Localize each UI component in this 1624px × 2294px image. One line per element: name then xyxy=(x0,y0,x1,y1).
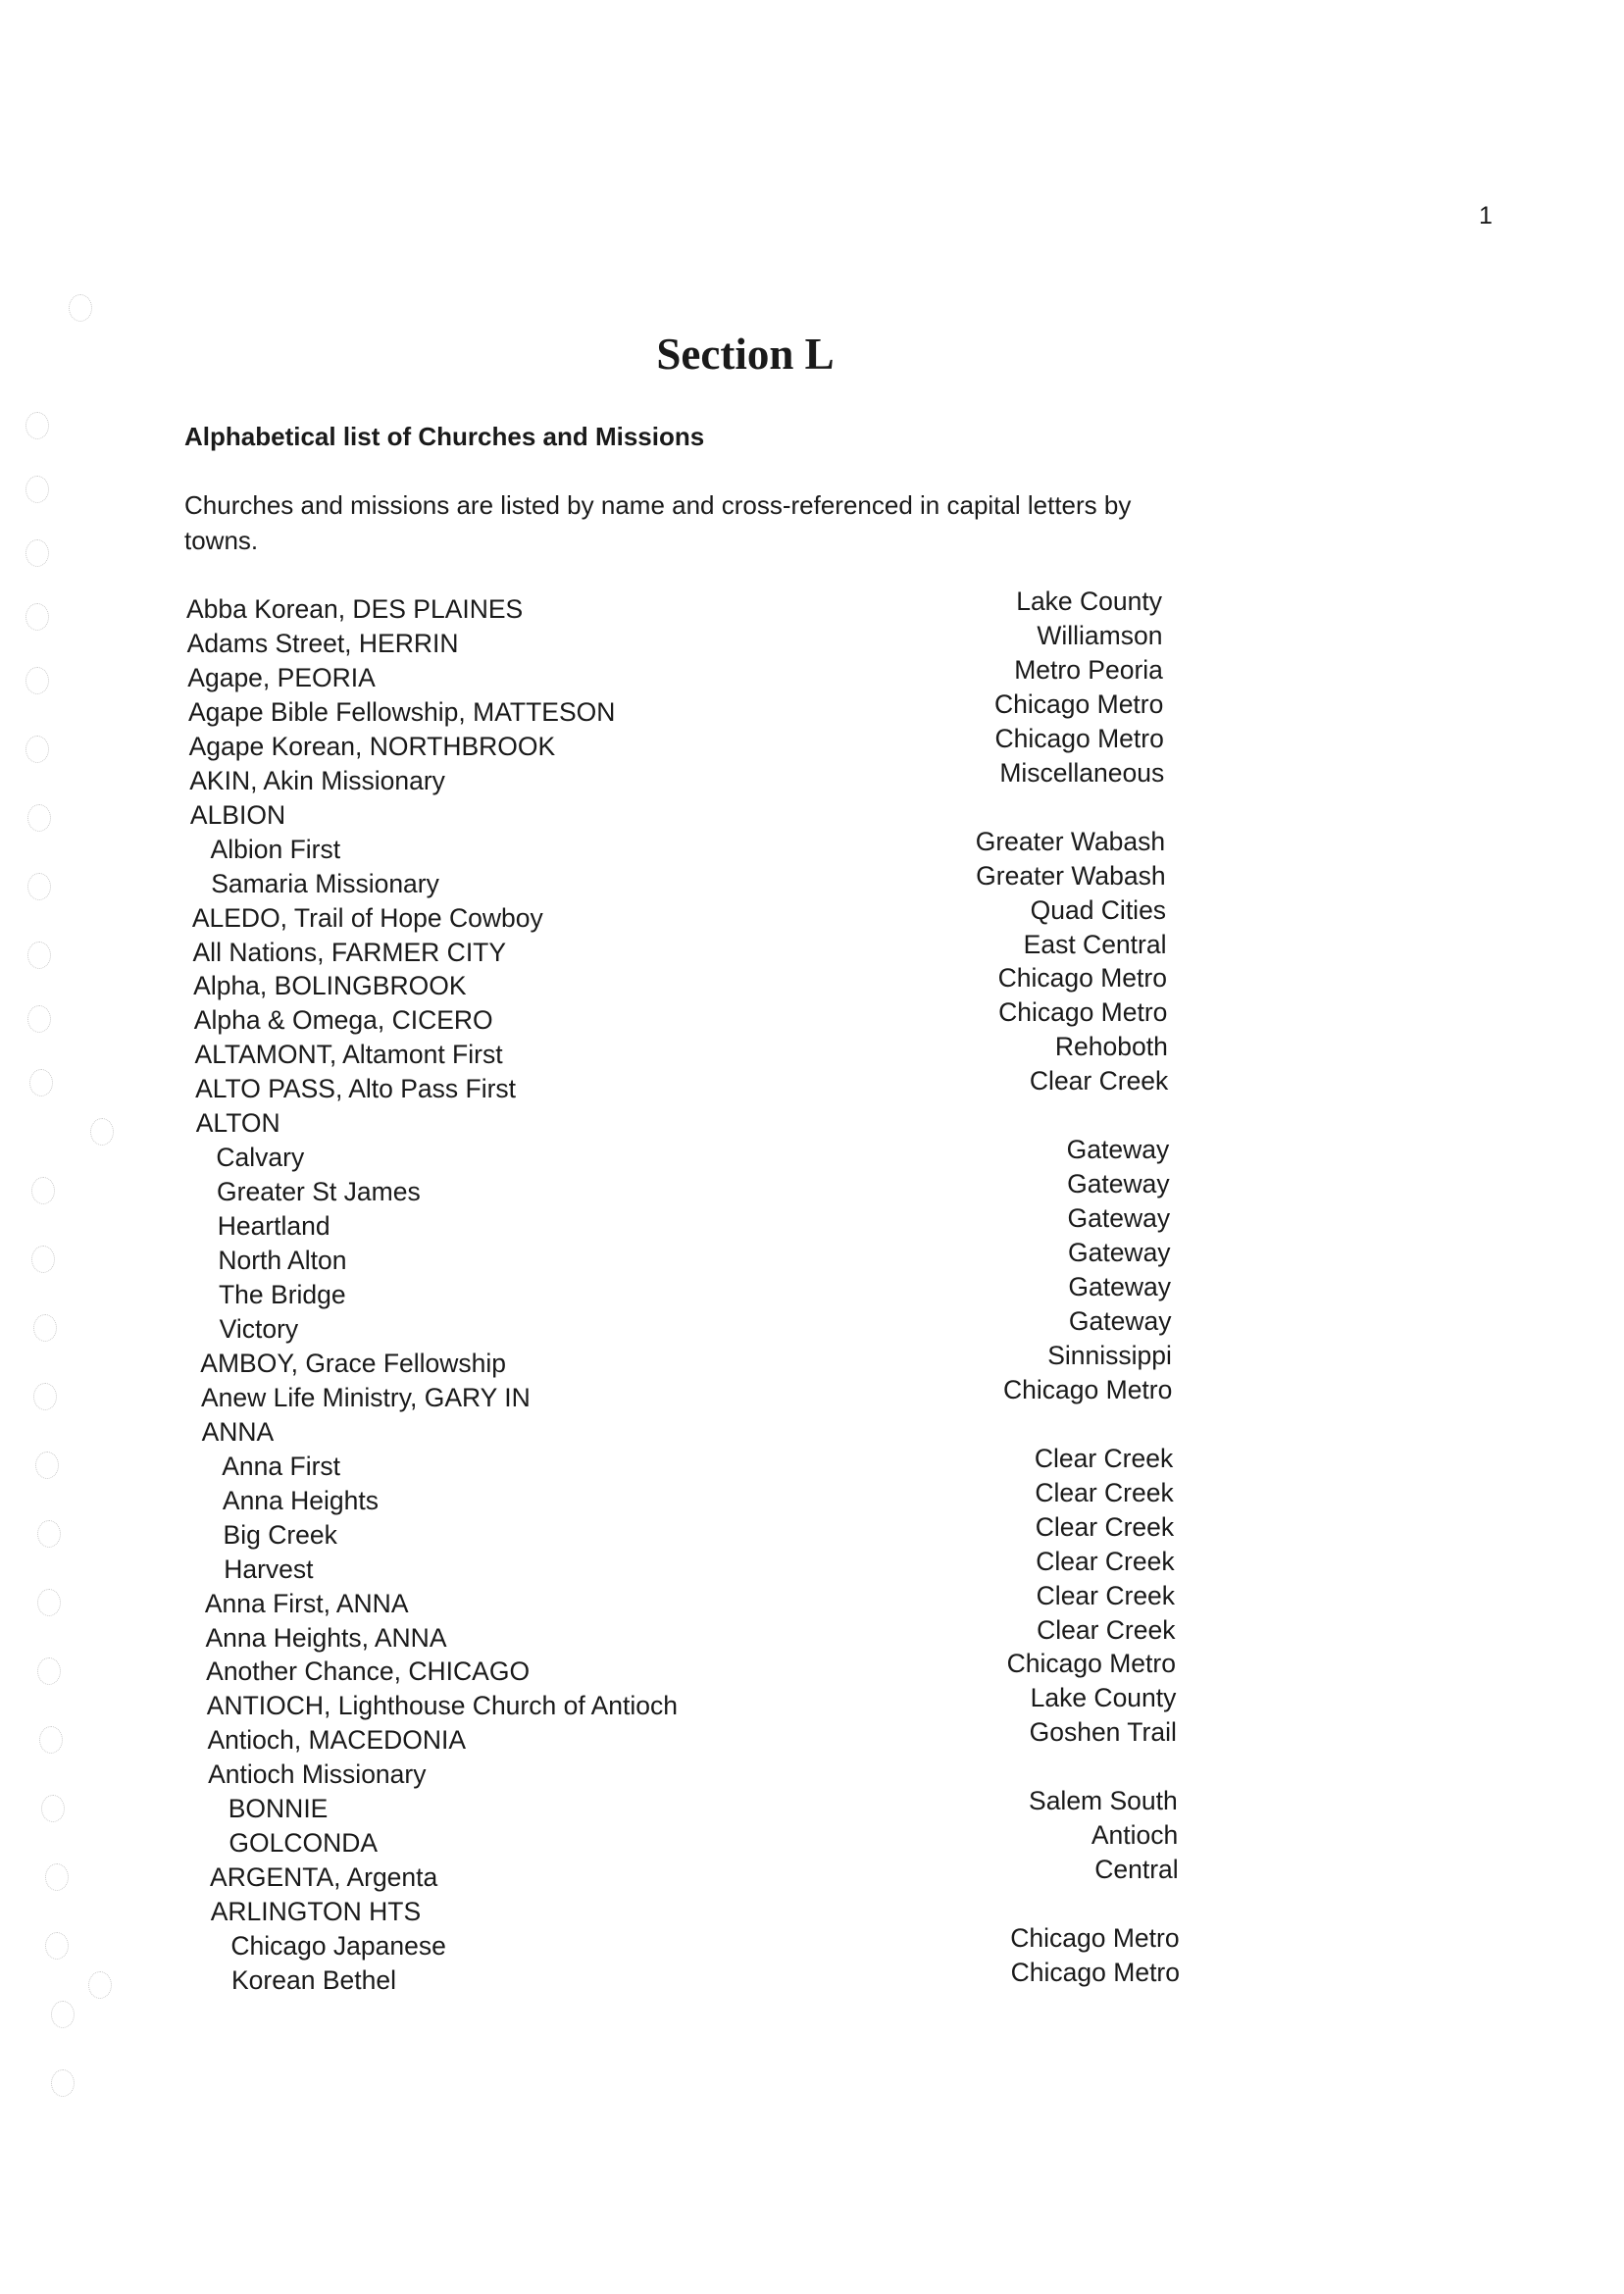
entry-name: Samaria Missionary xyxy=(211,868,439,898)
entry-name: Harvest xyxy=(224,1554,314,1584)
entry-association: Goshen Trail xyxy=(1029,1717,1177,1748)
page-number: 1 xyxy=(1479,202,1493,229)
list-item xyxy=(0,894,1624,935)
entry-name: ANNA xyxy=(201,1416,275,1447)
entry-name: ALTON xyxy=(195,1108,280,1139)
entry-name: Greater St James xyxy=(217,1177,421,1207)
entry-name: ANTIOCH, Lighthouse Church of Antioch xyxy=(206,1691,678,1721)
entry-name: Anna Heights xyxy=(222,1485,379,1515)
entry-association: Chicago Metro xyxy=(994,688,1164,719)
entry-association: Metro Peoria xyxy=(1014,654,1163,685)
list-item xyxy=(0,826,1624,866)
list-item xyxy=(0,1580,1624,1620)
entry-name: Agape Bible Fellowship, MATTESON xyxy=(187,696,616,727)
list-item xyxy=(0,1477,1624,1517)
entry-association: Salem South xyxy=(1029,1786,1178,1816)
entry-association: Clear Creek xyxy=(1035,1477,1174,1507)
page-title: Section L xyxy=(656,330,835,379)
list-item xyxy=(0,1374,1624,1414)
entry-name: North Alton xyxy=(218,1246,347,1276)
entry-association: Lake County xyxy=(1016,586,1162,616)
entry-association: Gateway xyxy=(1068,1272,1171,1301)
entry-name: Alpha, BOLINGBROOK xyxy=(193,971,467,1001)
entry-name: ALTAMONT, Altamont First xyxy=(194,1040,503,1070)
list-item xyxy=(0,1511,1624,1552)
entry-name: AMBOY, Grace Fellowship xyxy=(200,1348,507,1378)
list-item xyxy=(0,1895,1624,1928)
list-item xyxy=(0,723,1624,763)
entry-association: Clear Creek xyxy=(1036,1580,1176,1610)
entry-name: Adams Street, HERRIN xyxy=(186,628,459,658)
entry-association: Chicago Metro xyxy=(1010,1923,1180,1954)
entry-association: Gateway xyxy=(1066,1135,1170,1165)
entry-association: Greater Wabash xyxy=(975,826,1166,856)
entry-name: Abba Korean, DES PLAINES xyxy=(186,594,524,624)
list-item xyxy=(0,1066,1624,1105)
entry-association: Antioch xyxy=(1091,1820,1179,1851)
entry-name: Big Creek xyxy=(223,1519,337,1550)
entry-association: Gateway xyxy=(1067,1238,1171,1268)
list-item xyxy=(0,1106,1624,1140)
entry-association: Clear Creek xyxy=(1034,1443,1174,1473)
intro-paragraph: Churches and missions are listed by name and cross-referenced in capital letters by towns. xyxy=(184,490,1132,555)
list-item xyxy=(0,1649,1624,1688)
entry-name: ARGENTA, Argenta xyxy=(210,1862,438,1893)
entry-name: Korean Bethel xyxy=(231,1965,396,1995)
entry-association: Chicago Metro xyxy=(997,963,1167,994)
section-subtitle: Alphabetical list of Churches and Missions xyxy=(184,422,705,451)
entry-association: Clear Creek xyxy=(1035,1511,1175,1542)
list-item xyxy=(0,963,1624,1002)
entry-name: Antioch Missionary xyxy=(208,1759,427,1790)
list-item xyxy=(0,1923,1624,1963)
entry-name: Agape Korean, NORTHBROOK xyxy=(188,731,556,761)
entry-name: ALEDO, Trail of Hope Cowboy xyxy=(191,902,543,933)
entry-name: Anna First, ANNA xyxy=(204,1588,409,1618)
entry-association: Clear Creek xyxy=(1029,1066,1169,1096)
list-item xyxy=(0,1443,1624,1483)
list-item xyxy=(0,1717,1624,1757)
list-item xyxy=(0,1614,1624,1655)
entry-name: AKIN, Akin Missionary xyxy=(189,765,445,795)
entry-association: Chicago Metro xyxy=(1010,1958,1180,1987)
list-item xyxy=(0,997,1624,1037)
entry-name: All Nations, FARMER CITY xyxy=(192,937,507,967)
entry-association: Sinnissippi xyxy=(1047,1340,1172,1370)
entry-name: Calvary xyxy=(216,1143,305,1173)
list-item xyxy=(0,654,1624,694)
entry-association: Miscellaneous xyxy=(999,757,1165,788)
entry-name: Anew Life Ministry, GARY IN xyxy=(200,1382,531,1412)
list-item xyxy=(0,1546,1624,1586)
list-item xyxy=(0,1820,1624,1860)
entry-association: Chicago Metro xyxy=(1006,1649,1176,1679)
list-item xyxy=(0,1032,1624,1071)
list-item xyxy=(0,1272,1624,1311)
list-item xyxy=(0,860,1624,900)
list-item xyxy=(0,620,1624,660)
entry-name: Albion First xyxy=(210,834,341,864)
entry-association: Clear Creek xyxy=(1037,1614,1176,1645)
list-item xyxy=(0,1415,1624,1449)
list-item xyxy=(0,1683,1624,1722)
entry-association: Williamson xyxy=(1037,620,1163,650)
entry-name: Chicago Japanese xyxy=(230,1931,446,1962)
list-item xyxy=(0,586,1624,626)
entry-association: Lake County xyxy=(1030,1683,1177,1713)
entry-association: East Central xyxy=(1023,929,1167,959)
entry-association: Chicago Metro xyxy=(1003,1374,1173,1404)
entry-association: Chicago Metro xyxy=(994,723,1164,753)
entry-name: Anna Heights, ANNA xyxy=(205,1622,447,1653)
entry-association: Rehoboth xyxy=(1054,1032,1168,1062)
list-item xyxy=(0,1958,1624,1997)
entry-name: GOLCONDA xyxy=(228,1828,379,1859)
entry-association: Gateway xyxy=(1067,1203,1171,1234)
entry-name: ALTO PASS, Alto Pass First xyxy=(195,1074,517,1104)
list-item xyxy=(0,1340,1624,1380)
entry-association: Gateway xyxy=(1068,1305,1172,1336)
entry-association: Greater Wabash xyxy=(976,860,1166,891)
entry-name: Antioch, MACEDONIA xyxy=(207,1725,467,1756)
entry-name: BONNIE xyxy=(228,1794,329,1824)
list-item xyxy=(0,1203,1624,1243)
entry-name: Anna First xyxy=(222,1451,341,1481)
entry-association: Central xyxy=(1094,1855,1179,1885)
list-item xyxy=(0,798,1624,832)
list-item xyxy=(0,1135,1624,1174)
list-item xyxy=(0,929,1624,969)
list-item xyxy=(0,1758,1624,1791)
list-item xyxy=(0,757,1624,797)
entry-name: Heartland xyxy=(217,1211,330,1242)
entry-association: Gateway xyxy=(1067,1169,1170,1199)
entry-name: Victory xyxy=(219,1313,299,1344)
list-item xyxy=(0,1786,1624,1825)
list-item xyxy=(0,1855,1624,1894)
entry-association: Quad Cities xyxy=(1030,894,1167,925)
list-item xyxy=(0,1169,1624,1208)
entry-name: Agape, PEORIA xyxy=(187,662,376,692)
list-item xyxy=(0,688,1624,729)
entry-name: Another Chance, CHICAGO xyxy=(206,1657,531,1687)
entry-association: Chicago Metro xyxy=(998,997,1168,1028)
list-item xyxy=(0,1238,1624,1277)
list-item xyxy=(0,1305,1624,1346)
entry-name: ALBION xyxy=(189,799,286,830)
entry-association: Clear Creek xyxy=(1036,1546,1175,1576)
entry-name: ARLINGTON HTS xyxy=(210,1897,422,1927)
entry-name: The Bridge xyxy=(219,1280,346,1309)
entry-name: Alpha & Omega, CICERO xyxy=(193,1005,493,1036)
